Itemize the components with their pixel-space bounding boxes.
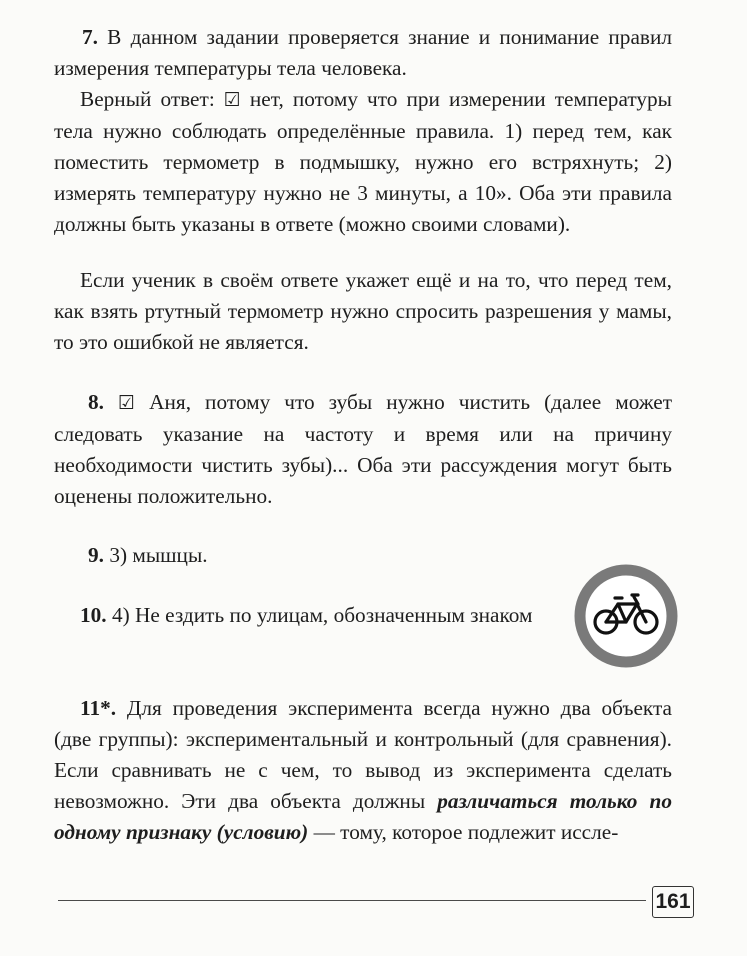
question-7-note: [54, 265, 672, 358]
question-10: [54, 600, 546, 631]
question-7-number: 7.: [82, 25, 98, 49]
footer-divider: [58, 900, 646, 901]
question-7-note-text: Если ученик в своём ответе укажет ещё и на то, что перед тем, как взять ртутный термометр нужно спросить разрешения у мамы, то это ошибкой не является.: [54, 268, 672, 354]
no-bicycles-sign-icon: [574, 564, 678, 668]
checkbox-icon: ☑: [118, 392, 136, 414]
question-7-text: В данном задании проверяется знание и понимание правил измерения температуры тела человека.: [54, 25, 672, 80]
question-7-answer: [54, 84, 672, 240]
question-11-number: 11*.: [80, 696, 117, 720]
question-9-text: 3) мышцы.: [109, 543, 208, 567]
question-11: [54, 693, 672, 848]
question-8-number: 8.: [88, 390, 104, 414]
question-8-text: Аня, потому что зубы нужно чистить (далее может следовать указание на частоту и время или на причину необходимости чистить зубы)... Оба эти рассуждения могут быть оценены положительно.: [54, 390, 673, 508]
question-11-text-end: — тому, которое подлежит иссле-: [313, 820, 619, 844]
question-10-text: 4) Не ездить по улицам, обозначенным знаком: [111, 603, 533, 627]
question-11-emphasis: различаться только по одному признаку (условию): [54, 789, 672, 844]
question-7-intro: [54, 22, 672, 84]
question-10-number: 10.: [80, 603, 107, 627]
question-7-answer-text: нет, потому что при измерении температуры тела нужно соблюдать определённые правила. 1) перед тем, как поместить термометр в подмышку, нужно его встряхнуть; 2) измерять температуру нужно не 3 минуты, а 10». Оба эти правила должны быть указаны в ответе (можно своими словами).: [54, 87, 672, 236]
answer-label: Верный ответ:: [80, 87, 215, 111]
question-8: [54, 387, 672, 512]
question-11-text: Для проведения эксперимента всегда нужно два объекта (две группы): экспериментальный и контрольный (для сравнения). Если сравнивать не с чем, то вывод из эксперимента сделать невозможно. Эти два объекта должны: [54, 696, 672, 813]
page-number: 161: [652, 886, 694, 918]
checkbox-icon: ☑: [223, 89, 241, 111]
question-9-number: 9.: [88, 543, 104, 567]
